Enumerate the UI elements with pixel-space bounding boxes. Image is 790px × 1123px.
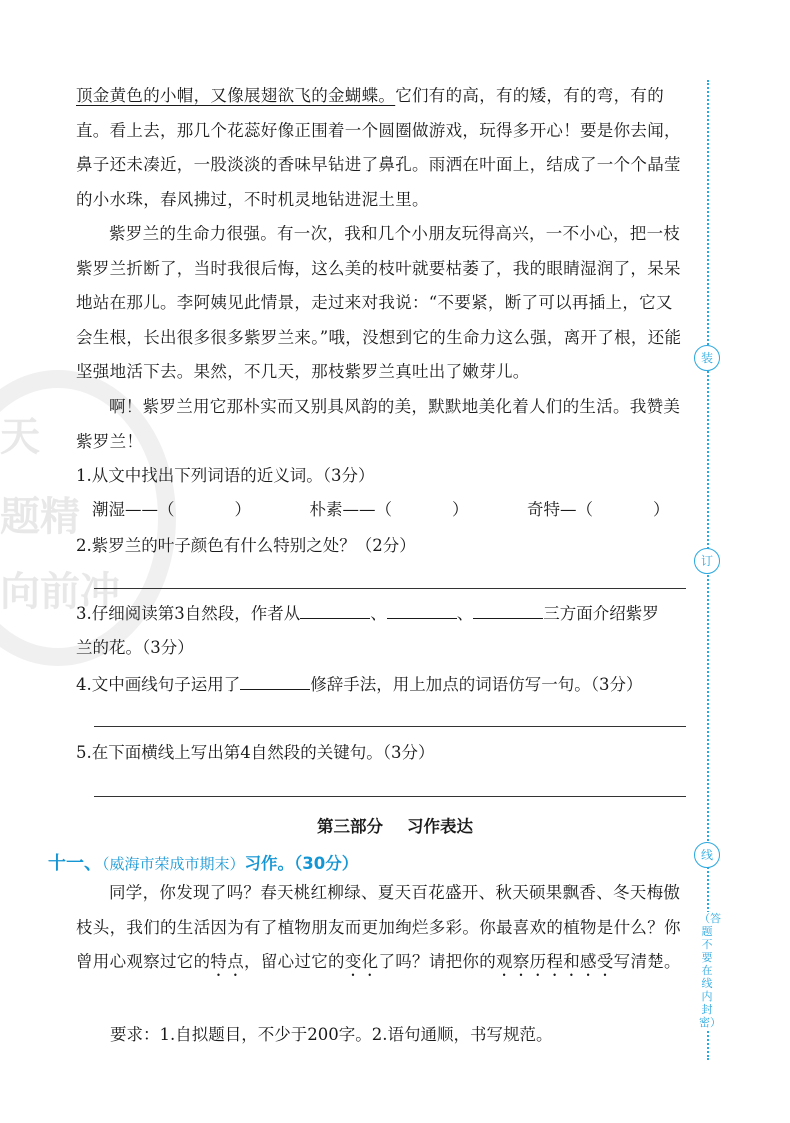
q1-close-2: ） [452,500,469,519]
passage-line1-rest: 它们有的高，有的矮，有的弯，有的 [395,86,665,105]
dotted-word-2: 变化 [344,952,379,971]
q3-blank-1[interactable] [300,604,370,619]
passage-paragraph-1 [76,79,688,217]
underlined-sentence: 顶金黄色的小帽，又像展翅欲飞的金蝴蝶。 [76,86,396,105]
question-5: 5.在下面横线上写出第4自然段的关键句。（3分） [76,743,435,762]
section-11-header [48,849,358,875]
q1-close-1: ） [234,500,251,519]
question-4 [76,673,643,697]
essay-prompt-b: ，留心过它的 [244,952,345,971]
q5-answer-line[interactable] [94,796,686,797]
dotted-word-1: 特点 [210,952,245,971]
essay-requirement: 要求：1.自拟题目，不少于200字。2.语句通顺，书写规范。 [110,1025,553,1044]
passage-paragraph-2: 紫罗兰的生命力很强。有一次，我和几个小朋友玩得高兴，一不小心，把一枝紫罗兰折断了，当时我很后悔，这么美的枝叶就要枯萎了，我的眼睛湿润了，呆呆地站在那儿。李阿姨见此情景，走过来对我说：“不要紧，断了可以再插上，它又会生根，长出很多很多紫罗兰来。”哦，没想到它的生命力这么强，离开了根，还能坚强地活下去。果然，不几天，那枝紫罗兰真吐出了嫩芽儿。 [76,224,682,381]
part-label: 第三部分 [317,817,383,836]
part-title: 习作表达 [407,817,473,836]
question-1: 1.从文中找出下列词语的近义词。（3分） [76,466,375,485]
q1-word-3: 奇特—（ [527,500,593,519]
q3-blank-2[interactable] [387,604,457,619]
q3-text-b: 三方面介绍紫罗 [543,604,659,623]
watermark-text-3: 向前冲 [0,569,120,615]
question-2: 2.紫罗兰的叶子颜色有什么特别之处？（2分） [76,536,416,555]
binding-mark-1: 装 [694,345,720,371]
watermark-text-2: 题精 [0,494,80,540]
q1-answer-row [92,498,670,522]
section-number: 十一、 [48,853,102,874]
binding-mark-2: 订 [694,548,720,574]
dotted-word-3: 观察历程 [496,952,564,971]
q3-sep-2: 、 [456,604,474,623]
q4-answer-line[interactable] [94,726,686,727]
binding-note: （答题不要在线内封密） [699,912,721,1029]
section-title: 习作。（30分） [244,854,359,873]
dotted-word-4: 和感受 [563,952,614,971]
binding-mark-3: 线 [694,842,720,868]
q2-answer-line[interactable] [94,588,686,589]
q1-word-1: 潮湿——（ [92,500,175,519]
question-3 [76,602,659,626]
essay-prompt-d: 写清楚。 [613,952,681,971]
question-3-cont: 兰的花。（3分） [76,638,194,657]
essay-prompt [76,876,688,980]
passage-para1-rest: 直。看上去，那几个花蕊好像正围着一个圆圈做游戏，玩得多开心！要是你去闻，鼻子还未凑近，一股淡淡的香味早钻进了鼻孔。雨洒在叶面上，结成了一个个晶莹的小水珠，春风拂过，不时机灵地钻进泥土里。 [76,120,681,209]
part-three-heading [0,813,790,837]
q4-blank[interactable] [240,675,310,690]
essay-prompt-a: 同学，你发现了吗？春天桃红柳绿、夏天百花盛开、秋天硕果飘香、冬天梅傲枝头，我们的生活因为有了植物朋友而更加绚烂多彩。你最喜欢的植物是什么？你曾用心观察过它的 [76,883,681,971]
q1-word-2: 朴素——（ [309,500,392,519]
q3-sep-1: 、 [370,604,387,623]
essay-prompt-c: 了吗？请把你的 [378,952,497,971]
q4-text-b: 修辞手法，用上加点的词语仿写一句。（3分） [310,675,643,694]
watermark-text-1: 天 [0,414,40,460]
section-source: （威海市荣成市期末） [102,855,245,873]
q3-blank-3[interactable] [473,604,543,619]
passage-paragraph-3: 啊！紫罗兰用它那朴实而又别具风韵的美，默默地美化着人们的生活。我赞美紫罗兰！ [76,397,681,451]
q4-text-a: 4.文中画线句子运用了 [76,675,241,694]
q3-text-a: 3.仔细阅读第3自然段，作者从 [76,604,301,623]
q1-close-3: ） [653,500,670,519]
